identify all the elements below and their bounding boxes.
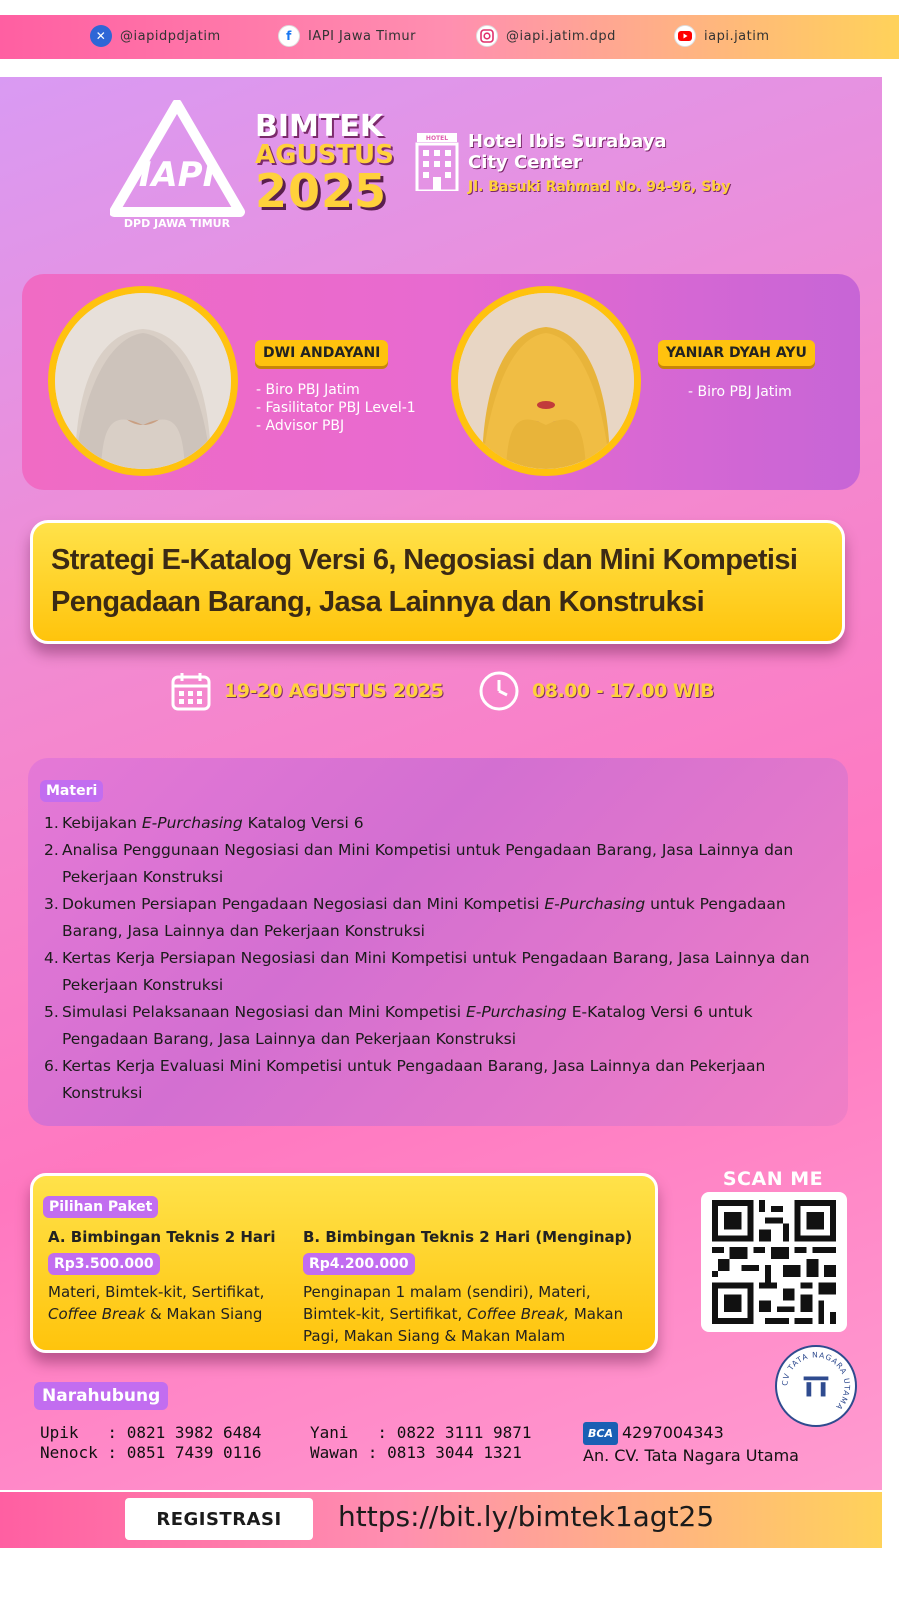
event-date-text: 19-20 AGUSTUS 2025 [224, 680, 444, 702]
speaker-photo-1 [48, 286, 238, 476]
list-item: 5. Simulasi Pelaksanaan Negosiasi dan Mini Kompetisi E-Purchasing E-Katalog Versi 6 untuk Pengadaan Barang, Jasa Lainnya dan Pekerjaan Konstruksi [44, 1003, 753, 1048]
logo-text: IAPI [138, 155, 216, 195]
materi-list [44, 810, 839, 1107]
package-b-desc: Penginapan 1 malam (sendiri), Materi, Bimtek-kit, Sertifikat, Coffee Break, Makan Pagi, Makan Siang & Makan Malam [303, 1283, 624, 1345]
bank-account: 4297004343 [621, 1423, 724, 1442]
list-item: 6. Kertas Kerja Evaluasi Mini Kompetisi untuk Pengadaan Barang, Jasa Lainnya dan Pekerjaan Konstruksi [44, 1057, 766, 1102]
list-item: 4. Kertas Kerja Persiapan Negosiasi dan Mini Kompetisi untuk Pengadaan Barang, Jasa Lainnya dan Pekerjaan Konstruksi [44, 949, 810, 994]
speaker-photo-2 [451, 286, 641, 476]
calendar-icon [170, 670, 212, 712]
contacts-col-2 [310, 1423, 532, 1463]
bank-holder: An. CV. Tata Nagara Utama [583, 1446, 799, 1465]
youtube-icon [674, 25, 696, 47]
instagram-icon [476, 25, 498, 47]
qr-code[interactable] [701, 1192, 847, 1332]
speaker-role: - Biro PBJ Jatim [256, 382, 360, 398]
clock-icon [478, 670, 520, 712]
svg-text:HOTEL: HOTEL [425, 135, 449, 142]
package-a-title: A. Bimbingan Teknis 2 Hari [48, 1228, 276, 1246]
logo-subtext: DPD JAWA TIMUR [123, 217, 231, 230]
materi-label: Materi [40, 780, 103, 802]
package-a [48, 1228, 293, 1325]
social-bar [0, 15, 899, 59]
bca-logo-icon: BCA [583, 1422, 618, 1445]
package-b-title: B. Bimbingan Teknis 2 Hari (Menginap) [303, 1228, 633, 1246]
event-heading [255, 109, 394, 218]
event-title-line1: Strategi E-Katalog Versi 6, Negosiasi dan Mini Kompetisi [51, 544, 798, 576]
facebook-icon: f [278, 25, 300, 47]
speaker-name-2: YANIAR DYAH AYU [658, 340, 815, 366]
list-item: 2. Analisa Penggunaan Negosiasi dan Mini Kompetisi untuk Pengadaan Barang, Jasa Lainnya dan Pekerjaan Konstruksi [44, 841, 794, 886]
iapi-logo [110, 100, 245, 230]
list-item: 3. Dokumen Persiapan Pengadaan Negosiasi dan Mini Kompetisi E-Purchasing untuk Pengadaan Barang, Jasa Lainnya dan Pekerjaan Konstruksi [44, 895, 786, 940]
speaker-name-1: DWI ANDAYANI [255, 340, 388, 366]
social-instagram[interactable]: @iapi.jatim.dpd [476, 25, 616, 47]
event-date [170, 670, 443, 712]
contact-label: Narahubung [34, 1382, 168, 1410]
package-a-desc: Materi, Bimtek-kit, Sertifikat, Coffee Break & Makan Siang [48, 1283, 265, 1323]
x-icon: ✕ [90, 25, 112, 47]
speaker-role: - Biro PBJ Jatim [688, 384, 792, 400]
event-time [478, 670, 714, 712]
contact-entry[interactable]: Nenock : 0851 7439 0116 [40, 1443, 262, 1462]
event-line2: AGUSTUS [255, 140, 394, 170]
venue-name-2: City Center [468, 152, 582, 173]
contact-entry[interactable]: Yani : 0822 3111 9871 [310, 1423, 532, 1442]
materi-panel [28, 758, 848, 1126]
registration-link[interactable]: https://bit.ly/bimtek1agt25 [338, 1500, 715, 1533]
register-button[interactable]: REGISTRASI [125, 1498, 313, 1540]
event-title-line2: Pengadaan Barang, Jasa Lainnya dan Konstruksi [51, 586, 705, 618]
scan-qr[interactable] [693, 1168, 853, 1328]
list-item: 1. Kebijakan E-Purchasing Katalog Versi 6 [44, 814, 364, 832]
event-time-text: 08.00 - 17.00 WIB [532, 680, 714, 702]
event-line1: BIMTEK [255, 109, 384, 144]
venue-info [468, 131, 730, 195]
contacts-col-1 [40, 1423, 262, 1463]
speaker-roles-2 [688, 383, 792, 401]
event-title [51, 539, 797, 623]
contact-entry[interactable]: Wawan : 0813 3044 1321 [310, 1443, 522, 1462]
speaker-roles-1 [256, 381, 416, 435]
company-seal [775, 1345, 857, 1427]
contact-entry[interactable]: Upik : 0821 3982 6484 [40, 1423, 262, 1442]
package-panel [30, 1173, 658, 1353]
package-b-price: Rp4.200.000 [303, 1253, 415, 1275]
scan-label: SCAN ME [722, 1168, 824, 1190]
svg-text:CV TATA NAGARA UTAMA: CV TATA NAGARA UTAMA [780, 1350, 852, 1412]
hotel-icon [415, 133, 459, 191]
package-b [303, 1228, 653, 1347]
social-x[interactable]: ✕ @iapidpdjatim [90, 25, 221, 47]
venue-address: Jl. Basuki Rahmad No. 94-96, Sby [468, 179, 731, 195]
social-youtube[interactable]: iapi.jatim [674, 25, 770, 47]
package-label: Pilihan Paket [43, 1196, 158, 1218]
bank-info [583, 1422, 799, 1466]
event-year: 2025 [255, 164, 388, 218]
social-facebook[interactable]: f IAPI Jawa Timur [278, 25, 416, 47]
speaker-role: - Fasilitator PBJ Level-1 [256, 400, 416, 416]
speaker-role: - Advisor PBJ [256, 418, 345, 434]
event-title-box [30, 520, 845, 644]
venue-name-1: Hotel Ibis Surabaya [468, 131, 667, 152]
package-a-price: Rp3.500.000 [48, 1253, 160, 1275]
